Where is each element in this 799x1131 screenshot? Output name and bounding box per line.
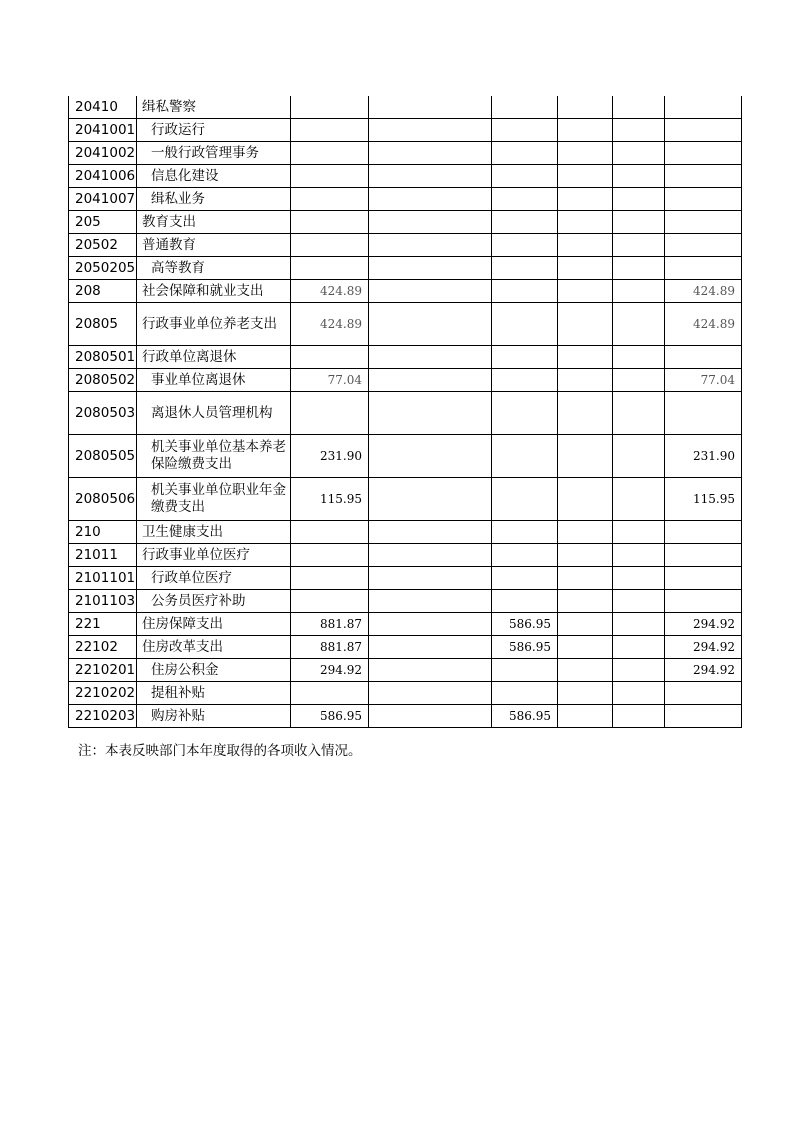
- amount-cell: [492, 369, 558, 392]
- table-row: [69, 682, 742, 705]
- amount-cell: [665, 544, 742, 567]
- table-row: [69, 659, 742, 682]
- amount-cell: [492, 165, 558, 188]
- amount-cell: [558, 369, 613, 392]
- amount-cell: [291, 392, 369, 435]
- subject-code: 2101103: [69, 590, 137, 613]
- amount-cell: [665, 682, 742, 705]
- amount-cell: [558, 257, 613, 280]
- amount-cell: 424.89: [665, 280, 742, 303]
- amount-cell: 77.04: [291, 369, 369, 392]
- amount-cell: [369, 119, 492, 142]
- amount-cell: [369, 303, 492, 346]
- amount-cell: 586.95: [492, 613, 558, 636]
- amount-cell: [665, 705, 742, 728]
- amount-cell: [369, 705, 492, 728]
- table-row: [69, 435, 742, 478]
- amount-cell: [492, 521, 558, 544]
- amount-cell: [369, 682, 492, 705]
- amount-cell: 294.92: [665, 613, 742, 636]
- amount-cell: 424.89: [291, 303, 369, 346]
- amount-cell: [492, 280, 558, 303]
- table-row: [69, 188, 742, 211]
- amount-cell: [558, 659, 613, 682]
- amount-cell: [665, 211, 742, 234]
- amount-cell: [558, 567, 613, 590]
- amount-cell: [369, 96, 492, 119]
- subject-name: 离退休人员管理机构: [137, 392, 291, 435]
- amount-cell: [558, 234, 613, 257]
- amount-cell: [665, 234, 742, 257]
- table-row: [69, 636, 742, 659]
- amount-cell: [291, 567, 369, 590]
- table-row: [69, 613, 742, 636]
- amount-cell: [558, 211, 613, 234]
- amount-cell: [369, 521, 492, 544]
- subject-name: 高等教育: [137, 257, 291, 280]
- amount-cell: [665, 392, 742, 435]
- amount-cell: [613, 682, 665, 705]
- amount-cell: 115.95: [291, 478, 369, 521]
- income-table: [68, 96, 742, 728]
- amount-cell: [665, 188, 742, 211]
- amount-cell: [369, 188, 492, 211]
- amount-cell: [492, 567, 558, 590]
- amount-cell: [613, 478, 665, 521]
- amount-cell: 586.95: [492, 636, 558, 659]
- amount-cell: [665, 119, 742, 142]
- amount-cell: [558, 544, 613, 567]
- amount-cell: [665, 257, 742, 280]
- table-row: [69, 544, 742, 567]
- subject-code: 205: [69, 211, 137, 234]
- subject-code: 2210201: [69, 659, 137, 682]
- subject-code: 221: [69, 613, 137, 636]
- subject-code: 2041001: [69, 119, 137, 142]
- amount-cell: [369, 659, 492, 682]
- subject-code: 20410: [69, 96, 137, 119]
- amount-cell: [613, 705, 665, 728]
- amount-cell: [291, 544, 369, 567]
- subject-name: 事业单位离退休: [137, 369, 291, 392]
- subject-name: 行政运行: [137, 119, 291, 142]
- amount-cell: 294.92: [665, 659, 742, 682]
- table-row: [69, 165, 742, 188]
- subject-code: 2080501: [69, 346, 137, 369]
- amount-cell: [492, 590, 558, 613]
- subject-name: 行政单位离退休: [137, 346, 291, 369]
- amount-cell: [492, 682, 558, 705]
- table-row: [69, 257, 742, 280]
- subject-code: 21011: [69, 544, 137, 567]
- table-row: [69, 705, 742, 728]
- subject-name: 普通教育: [137, 234, 291, 257]
- amount-cell: [369, 346, 492, 369]
- amount-cell: [613, 257, 665, 280]
- amount-cell: [665, 590, 742, 613]
- amount-cell: [613, 303, 665, 346]
- amount-cell: [492, 257, 558, 280]
- amount-cell: [492, 544, 558, 567]
- amount-cell: [291, 211, 369, 234]
- amount-cell: [369, 567, 492, 590]
- amount-cell: [558, 142, 613, 165]
- amount-cell: [291, 96, 369, 119]
- subject-name: 住房改革支出: [137, 636, 291, 659]
- amount-cell: [558, 435, 613, 478]
- amount-cell: [558, 478, 613, 521]
- amount-cell: [665, 567, 742, 590]
- amount-cell: [613, 346, 665, 369]
- amount-cell: 115.95: [665, 478, 742, 521]
- table-row: [69, 119, 742, 142]
- amount-cell: [613, 544, 665, 567]
- table-row: [69, 234, 742, 257]
- amount-cell: 77.04: [665, 369, 742, 392]
- amount-cell: 231.90: [291, 435, 369, 478]
- subject-code: 2101101: [69, 567, 137, 590]
- subject-name: 缉私警察: [137, 96, 291, 119]
- amount-cell: [369, 142, 492, 165]
- amount-cell: [291, 346, 369, 369]
- amount-cell: 881.87: [291, 613, 369, 636]
- subject-name: 行政事业单位养老支出: [137, 303, 291, 346]
- subject-code: 2080503: [69, 392, 137, 435]
- subject-code: 2080502: [69, 369, 137, 392]
- amount-cell: [369, 280, 492, 303]
- table-row: [69, 478, 742, 521]
- amount-cell: [613, 613, 665, 636]
- amount-cell: [291, 257, 369, 280]
- subject-name: 公务员医疗补助: [137, 590, 291, 613]
- subject-name: 住房保障支出: [137, 613, 291, 636]
- amount-cell: 881.87: [291, 636, 369, 659]
- amount-cell: [291, 234, 369, 257]
- amount-cell: [613, 435, 665, 478]
- amount-cell: [492, 188, 558, 211]
- table-row: [69, 369, 742, 392]
- amount-cell: [613, 280, 665, 303]
- table-row: [69, 392, 742, 435]
- subject-code: 2050205: [69, 257, 137, 280]
- subject-code: 20805: [69, 303, 137, 346]
- amount-cell: [369, 613, 492, 636]
- amount-cell: [613, 188, 665, 211]
- amount-cell: 424.89: [291, 280, 369, 303]
- table-note: 注：本表反映部门本年度取得的各项收入情况。: [78, 743, 362, 759]
- amount-cell: [492, 478, 558, 521]
- subject-code: 210: [69, 521, 137, 544]
- subject-code: 2041006: [69, 165, 137, 188]
- amount-cell: [613, 590, 665, 613]
- amount-cell: [291, 142, 369, 165]
- subject-name: 一般行政管理事务: [137, 142, 291, 165]
- amount-cell: [492, 96, 558, 119]
- subject-name: 机关事业单位基本养老保险缴费支出: [137, 435, 291, 478]
- subject-name: 购房补贴: [137, 705, 291, 728]
- amount-cell: [558, 636, 613, 659]
- amount-cell: [558, 188, 613, 211]
- amount-cell: [291, 119, 369, 142]
- amount-cell: [558, 346, 613, 369]
- subject-code: 2210202: [69, 682, 137, 705]
- amount-cell: [613, 211, 665, 234]
- amount-cell: [492, 392, 558, 435]
- amount-cell: [369, 234, 492, 257]
- amount-cell: [613, 142, 665, 165]
- amount-cell: [558, 119, 613, 142]
- subject-code: 208: [69, 280, 137, 303]
- subject-name: 行政单位医疗: [137, 567, 291, 590]
- amount-cell: [613, 165, 665, 188]
- amount-cell: [613, 636, 665, 659]
- subject-code: 2210203: [69, 705, 137, 728]
- amount-cell: [291, 188, 369, 211]
- amount-cell: [291, 682, 369, 705]
- amount-cell: 424.89: [665, 303, 742, 346]
- subject-code: 2080506: [69, 478, 137, 521]
- amount-cell: [369, 392, 492, 435]
- table-row: [69, 142, 742, 165]
- amount-cell: 294.92: [291, 659, 369, 682]
- subject-name: 卫生健康支出: [137, 521, 291, 544]
- amount-cell: [558, 705, 613, 728]
- amount-cell: [291, 165, 369, 188]
- table-row: [69, 280, 742, 303]
- amount-cell: [613, 369, 665, 392]
- amount-cell: [492, 142, 558, 165]
- amount-cell: [369, 369, 492, 392]
- amount-cell: [369, 257, 492, 280]
- amount-cell: [665, 346, 742, 369]
- table-row: [69, 211, 742, 234]
- amount-cell: [558, 303, 613, 346]
- subject-name: 机关事业单位职业年金缴费支出: [137, 478, 291, 521]
- amount-cell: 586.95: [492, 705, 558, 728]
- amount-cell: [369, 544, 492, 567]
- subject-name: 缉私业务: [137, 188, 291, 211]
- subject-code: 2041002: [69, 142, 137, 165]
- amount-cell: [558, 165, 613, 188]
- amount-cell: [665, 165, 742, 188]
- amount-cell: [492, 435, 558, 478]
- amount-cell: 586.95: [291, 705, 369, 728]
- table-row: [69, 567, 742, 590]
- amount-cell: [492, 119, 558, 142]
- amount-cell: [665, 96, 742, 119]
- amount-cell: [291, 590, 369, 613]
- amount-cell: [558, 96, 613, 119]
- subject-name: 提租补贴: [137, 682, 291, 705]
- subject-code: 20502: [69, 234, 137, 257]
- subject-code: 2080505: [69, 435, 137, 478]
- amount-cell: [558, 590, 613, 613]
- amount-cell: [492, 346, 558, 369]
- table-row: [69, 303, 742, 346]
- amount-cell: [665, 521, 742, 544]
- table-row: [69, 521, 742, 544]
- subject-name: 教育支出: [137, 211, 291, 234]
- amount-cell: [492, 303, 558, 346]
- amount-cell: [613, 521, 665, 544]
- subject-name: 住房公积金: [137, 659, 291, 682]
- amount-cell: [558, 521, 613, 544]
- amount-cell: [613, 234, 665, 257]
- amount-cell: [613, 392, 665, 435]
- subject-code: 22102: [69, 636, 137, 659]
- subject-code: 2041007: [69, 188, 137, 211]
- amount-cell: [613, 567, 665, 590]
- amount-cell: [369, 165, 492, 188]
- amount-cell: [369, 636, 492, 659]
- subject-name: 社会保障和就业支出: [137, 280, 291, 303]
- amount-cell: [613, 96, 665, 119]
- amount-cell: [558, 682, 613, 705]
- table-row: [69, 346, 742, 369]
- subject-name: 信息化建设: [137, 165, 291, 188]
- amount-cell: [558, 280, 613, 303]
- amount-cell: [558, 613, 613, 636]
- amount-cell: [492, 234, 558, 257]
- amount-cell: [492, 211, 558, 234]
- amount-cell: [613, 659, 665, 682]
- table-row: [69, 590, 742, 613]
- amount-cell: [369, 435, 492, 478]
- amount-cell: [613, 119, 665, 142]
- amount-cell: [665, 142, 742, 165]
- amount-cell: [369, 590, 492, 613]
- amount-cell: [369, 211, 492, 234]
- table-row: [69, 96, 742, 119]
- amount-cell: [291, 521, 369, 544]
- amount-cell: [369, 478, 492, 521]
- amount-cell: [492, 659, 558, 682]
- subject-name: 行政事业单位医疗: [137, 544, 291, 567]
- amount-cell: 294.92: [665, 636, 742, 659]
- amount-cell: [558, 392, 613, 435]
- amount-cell: 231.90: [665, 435, 742, 478]
